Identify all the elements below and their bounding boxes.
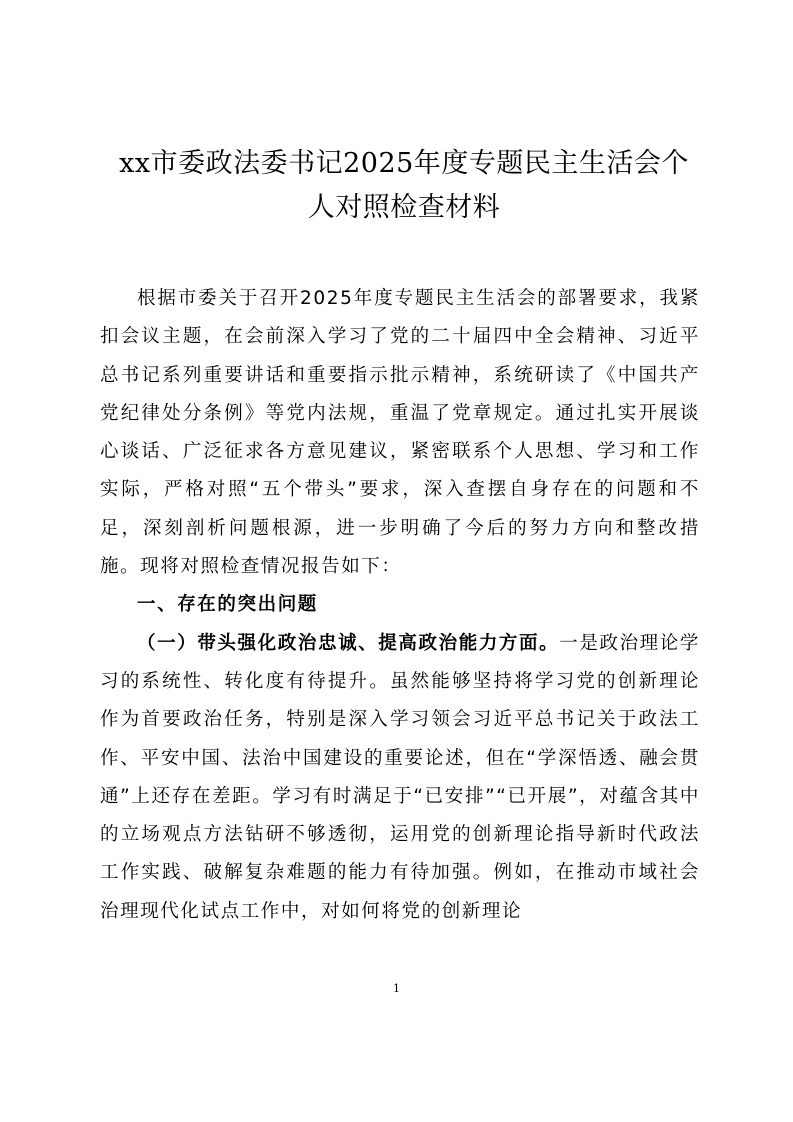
- subsection-paragraph: [100, 625, 700, 931]
- intro-paragraph: 根据市委关于召开2025年度专题民主生活会的部署要求，我紧扣会议主题，在会前深入学习了党的二十届四中全会精神、习近平总书记系列重要讲话和重要指示批示精神，系统研读了《中国共产党纪律处分条例》等党内法规，重温了党章规定。通过扎实开展谈心谈话、广泛征求各方意见建议，紧密联系个人思想、学习和工作实际，严格对照“五个带头”要求，深入查摆自身存在的问题和不足，深刻剖析问题根源，进一步明确了今后的努力方向和整改措施。现将对照检查情况报告如下：: [100, 288, 700, 578]
- subsection-body: 一是政治理论学习的系统性、转化度有待提升。虽然能够坚持将学习党的创新理论作为首要政治任务，特别是深入学习领会习近平总书记关于政法工作、平安中国、法治中国建设的重要论述，但在“学深悟透、融会贯通”上还存在差距。学习有时满足于“已安排”“已开展”，对蕴含其中的立场观点方法钻研不够透彻，运用党的创新理论指导新时代政法工作实践、破解复杂难题的能力有待加强。例如，在推动市域社会治理现代化试点工作中，对如何将党的创新理论: [100, 632, 700, 922]
- section-heading: 一、存在的突出问题: [137, 594, 318, 616]
- document-body: [100, 280, 700, 931]
- document-title-line-2: 人对照检查材料: [307, 192, 501, 223]
- subsection-lead: （一）带头强化政治忠诚、提高政治能力方面。: [137, 632, 560, 654]
- page-number: 1: [393, 982, 400, 995]
- document-title-line-1: xx市委政法委书记2025年度专题民主生活会个: [119, 148, 689, 179]
- document-title: [96, 142, 712, 230]
